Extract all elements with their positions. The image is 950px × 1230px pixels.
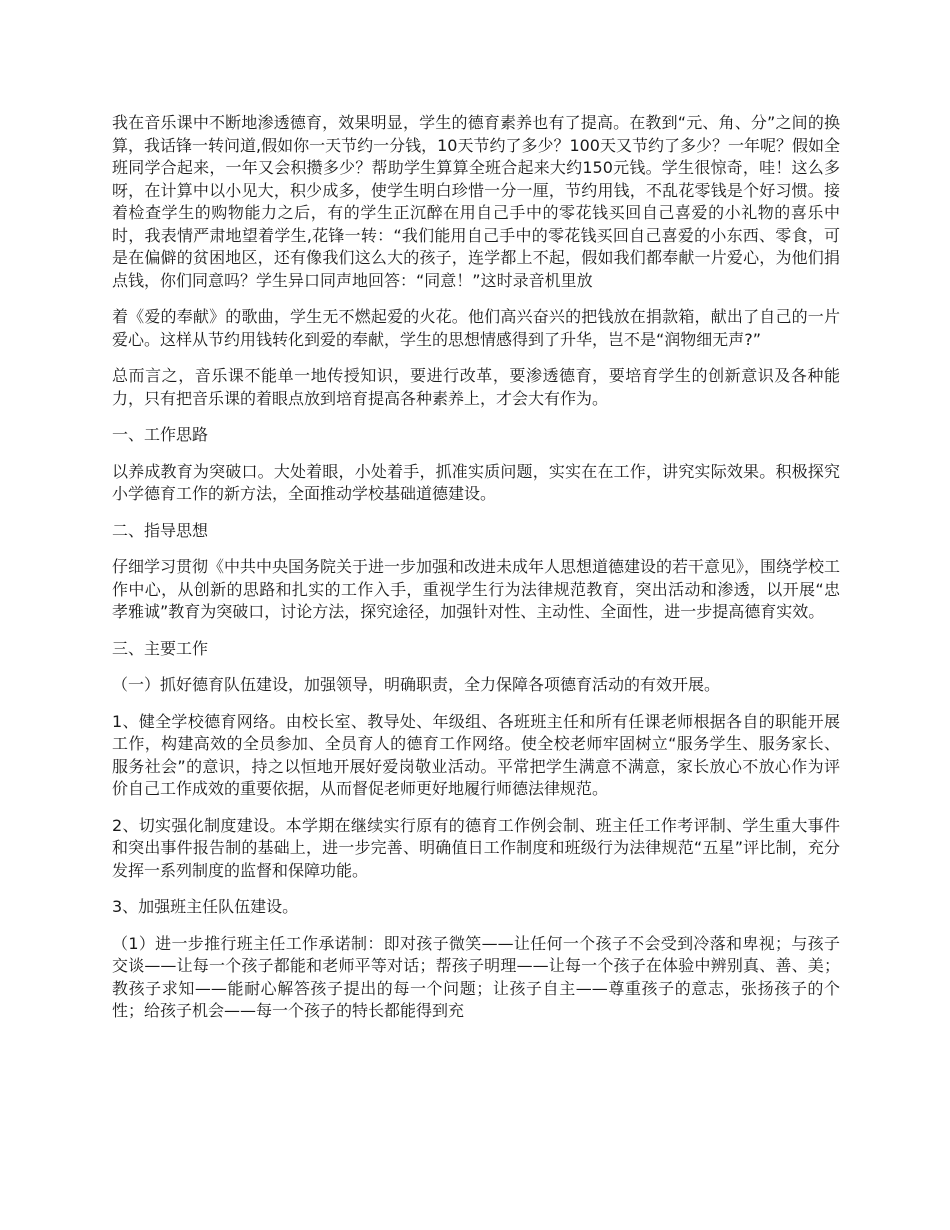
paragraph-summary: 总而言之，音乐课不能单一地传授知识，要进行改革，要渗透德育，要培育学生的创新意识及各种能力，只有把音乐课的着眼点放到培育提高各种素养上，才会大有作为。 [112, 366, 840, 408]
heading-main-work: 三、主要工作 [112, 638, 209, 658]
paragraph-work-approach: 以养成教育为突破口。大处着眼，小处着手，抓准实质问题，实实在在工作，讲究实际效果。积极探究小学德育工作的新方法，全面推动学校基础道德建设。 [112, 461, 840, 503]
paragraph-section-1: （一）抓好德育队伍建设，加强领导，明确职责，全力保障各项德育活动的有效开展。 [112, 675, 721, 694]
paragraph-music-moral-2: 着《爱的奉献》的歌曲，学生无不燃起爱的火花。他们高兴奋兴的把钱放在捐款箱，献出了自己的一片爱心。这样从节约用钱转化到爱的奉献，学生的思想情感得到了升华，岂不是“润物细无声?” [112, 307, 840, 349]
heading-guiding-thought: 二、指导思想 [112, 520, 209, 540]
heading-work-approach: 一、工作思路 [112, 425, 209, 444]
paragraph-music-moral-1: 我在音乐课中不断地渗透德育，效果明显，学生的德育素养也有了提高。在教到“元、角、分”之间的换算，我话锋一转问道,假如你一天节约一分钱，10天节约了多少？100天又节约了多少？一年呢？假如全班同学合起来，一年又会积攒多少？帮助学生算算全班合起来大约150元钱。学生很惊奇，哇！这么多呀，在计算中以小见大，积少成多，使学生明白珍惜一分一厘，节约用钱，不乱花零钱是个好习惯。接着检查学生的购物能力之后，有的学生正沉醉在用自己手中的零花钱买回自己喜爱的小礼物的喜乐中时，我表情严肃地望着学生,花锋一转：“我们能用自己手中的零花钱买回自己喜爱的小东西、零食，可是在偏僻的贫困地区，还有像我们这么大的孩子，连学都上不起，假如我们都奉献一片爱心，为他们捐点钱，你们同意吗？学生异口同声地回答：“同意！”这时录音机里放 [112, 113, 840, 290]
paragraph-guiding-thought: 仔细学习贯彻《中共中央国务院关于进一步加强和改进未成年人思想道德建设的若干意见》，围绕学校工作中心，从创新的思路和扎实的工作入手，重视学生行为法律规范教育，突出活动和渗透，以开展“忠孝雅诚”教育为突破口，讨论方法，探究途径，加强针对性、主动性、全面性，进一步提高德育实效。 [112, 557, 841, 621]
paragraph-item-2: 2、切实强化制度建设。本学期在继续实行原有的德育工作例会制、班主任工作考评制、学生重大事件和突出事件报告制的基础上，进一步完善、明确值日工作制度和班级行为法律规范“五星”评比制，充分发挥一系列制度的监督和保障功能。 [112, 815, 840, 880]
paragraph-item-3: 3、加强班主任队伍建设。 [112, 897, 299, 916]
paragraph-item-3-1: （1）进一步推行班主任工作承诺制：即对孩子微笑——让任何一个孩子不会受到冷落和卑视；与孩子交谈——让每一个孩子都能和老师平等对话；帮孩子明理——让每一个孩子在体验中辨别真、善、美；教孩子求知——能耐心解答孩子提出的每一个问题；让孩子自主——尊重孩子的意志，张扬孩子的个性；给孩子机会——每一个孩子的特长都能得到充 [112, 933, 840, 1020]
paragraph-item-1: 1、健全学校德育网络。由校长室、教导处、年级组、各班班主任和所有任课老师根据各自的职能开展工作，构建高效的全员参加、全员育人的德育工作网络。使全校老师牢固树立“服务学生、服务家长、服务社会”的意识，持之以恒地开展好爱岗敬业活动。平常把学生满意不满意，家长放心不放心作为评价自己工作成效的重要依据，从而督促老师更好地履行师德法律规范。 [112, 711, 840, 798]
document-body [112, 112, 840, 1037]
